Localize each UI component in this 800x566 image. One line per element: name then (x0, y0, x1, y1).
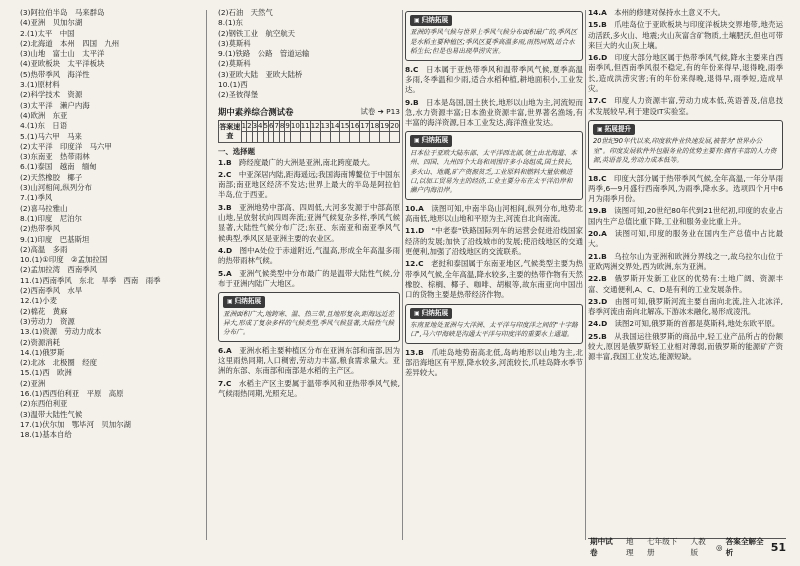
answer-line: 8.(1)东 (218, 18, 243, 28)
answer-table-cell (290, 132, 300, 143)
tip-box-1 (218, 292, 400, 342)
answer-line: (2)喜马拉雅山 (20, 203, 68, 213)
question-number: 16.D (588, 53, 608, 63)
column-divider (206, 10, 207, 540)
answer-line: (3)山河相间,纵列分布 (20, 183, 92, 193)
column-divider (585, 10, 586, 540)
answer-table-cell (370, 132, 380, 143)
answer-table-cell (390, 132, 400, 143)
answer-table-number: 14 (330, 121, 340, 130)
question-number: 15.B (588, 20, 607, 30)
answer-text: 爪哇岛地势南高北低,岛屿地形以山地为主,北部沿海地区有平原,降水较多,河流较长,爪哇岛降水季节差异较大。 (405, 347, 583, 378)
tip-box-5 (588, 120, 783, 170)
answer-text: 印度大部分地区属于热带季风气候,降水主要来自西南季风,但西南季风很不稳定,有的年份来得早,退得晚,雨季长,造成洪涝灾害;有的年份来得晚,退得早,雨季短,造成旱灾。 (588, 53, 783, 94)
answer-text: 亚洲水稻主要种植区分布在亚洲东部和南部,因为这里雨热同期,人口稠密,劳动力丰富,粮食需求量大。亚洲的东部、东南部和南部是水稻的主产区。 (218, 345, 400, 376)
tip-badge: ▣ 归纳拓展 (410, 15, 452, 26)
answer-line: (3)山地 富士山 太平洋 (20, 49, 105, 59)
answer-table-number: 4 (258, 121, 263, 130)
answer-table-number: 13 (320, 121, 330, 130)
book-icon: ▣ (414, 137, 420, 145)
answer-table-cell (330, 132, 340, 143)
question-number: 24.D (588, 319, 608, 329)
circle-icon: ◎ (716, 542, 723, 552)
answer-paragraph (218, 379, 400, 400)
answer-paragraph (218, 170, 400, 201)
answer-text: "中老泰"铁路国际列车的运营会促进沿线国家经济的发展;加快了沿线城市的发展;使沿线地区的交通更便利,加强了沿线地区的交流联系。 (405, 226, 583, 257)
answer-paragraph (588, 8, 783, 18)
answer-line: 10.(1)西 (218, 80, 248, 90)
answer-text: 图中A处位于赤道附近,气温高,形成全年高温多雨的热带雨林气候。 (218, 245, 400, 266)
answer-table-number: 16 (350, 121, 360, 130)
answer-line: 13.(1)资源 劳动力成本 (20, 327, 102, 337)
answer-line: 15.(1)西 欧洲 (20, 368, 72, 378)
answer-table-cell (360, 132, 370, 143)
section-heading: 一、选择题 (218, 147, 255, 157)
answer-paragraph (218, 203, 400, 244)
tip-badge: ▣ 归纳拓展 (223, 296, 265, 307)
answer-text: 日本属于亚热带季风和温带季风气候,夏季高温多雨,冬季温和少雨,适合水稻种植,耕地面积小,工业发达。 (405, 64, 583, 95)
question-number: 21.B (588, 251, 607, 261)
tip-badge: ▣ 归纳拓展 (410, 135, 452, 146)
question-number: 18.C (588, 173, 607, 183)
answer-line: (2)热带季风 (20, 224, 61, 234)
book-icon: ▣ (414, 17, 420, 24)
answer-paragraph (218, 158, 400, 168)
column-2 (218, 8, 400, 401)
answer-line: 6.(1)泰国 越南 缅甸 (20, 162, 97, 172)
tip-text: 亚洲的季风气候与世界上季风气候分布面积最广的,季风区是水稻主要种植区;季风区夏季高温多雨,雨热同期,适合水稻生长;但是也易出现旱涝灾害。 (410, 28, 577, 56)
answer-line: (3)莫斯科 (218, 38, 251, 48)
tip-badge: ▣ 拓展提升 (593, 124, 635, 135)
answer-text: 读图可知,20世纪80年代到21世纪初,印度的农业占国内生产总值比重下降,工业和服务业比重上升。 (588, 206, 783, 226)
answer-paragraph (588, 274, 783, 295)
answer-table-number: 8 (279, 121, 285, 130)
answer-text: 读图可知,中南半岛山河相间,纵列分布,地势北高南低,地形以山地和平原为主,河流自北向南流。 (405, 203, 583, 224)
question-number: 8.C (405, 64, 419, 74)
answer-paragraph (218, 269, 400, 290)
question-number: 6.A (218, 345, 232, 355)
answer-paragraph (405, 348, 583, 379)
answer-text: 印度大部分属于热带季风气候,全年高温,一年分旱雨两季,6—9月盛行西南季风,为雨季,降水多。选项四个月中6月为雨季月份。 (588, 173, 783, 204)
tip-text: 日本位于亚欧大陆东部、太平洋西北部,领土由北海道、本州、四国、九州四个大岛和周围许多小岛组成,国土狭长,多火山、地震,矿产资源贫乏,工业原料和燃料大量依赖进口,以加工贸易为主的经济,工业主要分布在太平洋沿岸和濑户内海沿岸。 (410, 148, 577, 195)
question-number: 20.A (588, 229, 607, 239)
answer-text: 亚洲气候类型中分布最广的是温带大陆性气候,分布于亚洲内陆广大地区。 (218, 268, 400, 288)
exam-title: 期中素养综合测试卷 (218, 106, 294, 117)
answer-paragraph (588, 229, 783, 250)
tip-badge: ▣ 归纳拓展 (410, 308, 452, 319)
column-3 (405, 8, 583, 381)
answer-paragraph (405, 98, 583, 129)
answer-line: 5.(1)马六甲 马来 (20, 131, 82, 141)
answer-line: (3)温带大陆性气候 (20, 409, 83, 419)
answer-line: (4)亚欧板块 太平洋板块 (20, 59, 105, 69)
answer-line: (3)太平洋 濑户内海 (20, 100, 90, 110)
question-number: 25.B (588, 331, 607, 341)
answer-line: (2)莫斯科 (218, 59, 251, 69)
question-number: 9.B (405, 97, 419, 107)
answer-line: 18.(1)基本自给 (20, 430, 72, 440)
question-number: 22.B (588, 274, 607, 284)
question-number: 5.A (218, 268, 232, 278)
answer-table-number: 5 (263, 121, 268, 130)
answer-quick-check-table (218, 120, 400, 143)
answer-paragraph (588, 96, 783, 117)
answer-text: 跨经度最广的大洲是亚洲,南北跨度最大。 (238, 157, 375, 167)
answer-paragraph (405, 65, 583, 96)
answer-paragraph (588, 319, 783, 329)
answer-text: 中亚深居内陆,距海遥远;我国海南博鳌位于中国东南部;南亚地区经济不发达;世界上最大的半岛是阿拉伯半岛,位于西亚。 (218, 169, 400, 200)
answer-table-cell (310, 132, 320, 143)
answer-paragraph (588, 252, 783, 273)
question-number: 11.D (405, 226, 425, 236)
answer-table-number: 11 (300, 121, 310, 130)
column-1 (20, 8, 188, 440)
book-icon: ▣ (414, 309, 420, 317)
answer-line: 10.(1)①印度 ②孟加拉国 (20, 255, 108, 265)
answer-text: 从我国运往俄罗斯的商品中,轻工业产品所占的份额较大,原因是俄罗斯轻工业相对薄弱,而俄罗斯的能源矿产资源丰富,我国工业发达,能源短缺。 (588, 331, 783, 362)
answer-paragraph (218, 346, 400, 377)
answer-line: (2)太平洋 印度洋 马六甲 (20, 141, 112, 151)
answer-text: 日本是岛国,国土狭长,地形以山地为主,河流短而急,水力资源丰富;日本渔业资源丰富,世界著名渔场,有丰富的海洋资源,日本工业发达,海洋渔业发达。 (405, 97, 583, 128)
answer-table-number: 18 (370, 121, 380, 130)
answer-line: (3)劳动力 资源 (20, 316, 75, 326)
question-number: 7.C (218, 378, 232, 388)
answer-line: 9.(1)印度 巴基斯坦 (20, 234, 90, 244)
answer-table-cell (320, 132, 330, 143)
answer-text: 老挝和泰国属于东南亚地区,气候类型主要为热带季风气候,全年高温,降水较多,主要的热带作物有天然橡胶、棕榈、椰子、咖啡、胡椒等,故东南亚向中国出口的货物主要是热带经济作物。 (405, 259, 583, 300)
answer-line: 11.(1)西南季风 东北 旱季 西南 雨季 (20, 275, 161, 285)
answer-text: 本州的修建对保持水土意义不大。 (614, 8, 726, 17)
answer-line: (2)圣彼得堡 (218, 90, 259, 100)
book-icon: ▣ (227, 298, 233, 306)
tip-text: 亚洲面积广大,地跨寒、温、热三带,且地形复杂,距海远近差异大,形成了复杂多样的气候类型,季风气候显著,大陆性气候分布广。 (223, 309, 395, 337)
answer-paragraph (588, 332, 783, 363)
answer-table-number: 19 (380, 121, 390, 130)
answer-table-number: 9 (285, 121, 290, 130)
book-icon: ▣ (597, 125, 603, 133)
answer-line: (2)科学技术 资源 (20, 90, 83, 100)
question-number: 14.A (588, 8, 607, 17)
answer-line: (2)北海道 本州 四国 九州 (20, 38, 120, 48)
tip-box-4 (405, 304, 583, 344)
answer-line: (3)亚欧大陆 亚欧大陆桥 (218, 69, 303, 79)
answer-line: (2)钢铁工业 航空航天 (218, 28, 295, 38)
footer-grade: 七年级下册 (647, 537, 678, 557)
answer-table-number: 12 (310, 121, 320, 130)
answer-line: 14.(1)俄罗斯 (20, 347, 65, 357)
answer-line: 7.(1)季风 (20, 193, 53, 203)
answer-paragraph (588, 297, 783, 318)
column-4 (588, 8, 783, 365)
answer-table-cell (350, 132, 360, 143)
answer-text: 俄罗斯开发新工业区的优势有:土地广阔、资源丰富、交通便利,A、C、D是有利的工业发展条件。 (588, 274, 783, 294)
question-number: 19.B (588, 206, 607, 216)
answer-table-row-label: 答案速查 (219, 120, 242, 142)
question-number: 4.D (218, 245, 233, 255)
answer-table-cell (300, 132, 310, 143)
footer-edition: 人教版 (690, 537, 706, 557)
question-number: 10.A (405, 203, 424, 213)
footer-tag: 期中试卷 (590, 537, 613, 557)
answer-line: (2)资源消耗 (20, 337, 61, 347)
answer-paragraph (588, 174, 783, 205)
answer-line: (3)东南亚 热带雨林 (20, 152, 90, 162)
column-divider (402, 10, 403, 540)
question-number: 12.C (405, 259, 424, 269)
question-number: 17.C (588, 96, 607, 106)
answer-table-cell (340, 132, 350, 143)
answer-line: (3)阿拉伯半岛 马来群岛 (20, 8, 105, 17)
answer-line: (2)亚洲 (20, 378, 46, 388)
answer-line: (4)欧洲 东亚 (20, 110, 68, 120)
answer-line: (2)高温 多雨 (20, 244, 68, 254)
answer-text: 读图2可知,俄罗斯的首都是莫斯科,地处东欧平原。 (614, 319, 780, 329)
answer-line: 2.(1)太平 中国 (20, 28, 75, 38)
tip-text: 东南亚地处亚洲与大洋洲、太平洋与印度洋之间的"十字路口",马六甲海峡是沟通太平洋与印度洋的重要水上通道。 (410, 320, 578, 339)
answer-line: 16.(1)西西伯利亚 平原 高原 (20, 388, 124, 398)
answer-text: 由图可知,俄罗斯河流主要自南向北流,注入北冰洋,春季河流由南向北解冻,下游冰未融化,易形成凌汛。 (588, 296, 783, 317)
answer-table-number: 15 (340, 121, 350, 130)
page-number: 51 (770, 540, 786, 554)
footer-brand: 答案全解全析 (725, 537, 764, 557)
answer-paragraph (405, 259, 583, 300)
page-footer (590, 537, 786, 557)
tip-box-3 (405, 131, 583, 199)
answer-line: (2)棉花 黄麻 (20, 306, 68, 316)
answer-text: 读图可知,印度的服务业在国内生产总值中占比最大。 (588, 229, 783, 249)
answer-line: (2)石油 天然气 (218, 8, 273, 17)
tip-box-2 (405, 11, 583, 61)
answer-paragraph (405, 204, 583, 225)
question-number: 3.B (218, 202, 232, 212)
answer-table-number: 7 (274, 121, 279, 130)
exam-page-ref: 试卷 ➔ P13 (360, 106, 400, 116)
question-number: 23.D (588, 296, 608, 306)
answer-line: 12.(1)小麦 (20, 296, 58, 306)
answer-paragraph (588, 206, 783, 227)
question-number: 2.C (218, 169, 232, 179)
answer-paragraph (218, 246, 400, 267)
answer-table-number: 10 (290, 121, 300, 130)
tip-text: 20世纪90年代以来,印度软件业快速发展,被誉为"世界办公室"。印度发展软件外包服务业的优势主要有:拥有丰富的人力资源,英语普及,劳动力成本低等。 (593, 137, 777, 165)
answer-table-number: 1 (241, 121, 247, 130)
answer-line: (2)西南季风 水旱 (20, 286, 83, 296)
answer-line: (5)热带季风 海洋性 (20, 69, 90, 79)
answer-line: (4)亚洲 贝加尔湖 (20, 18, 83, 28)
answer-table-number: 2 (247, 121, 252, 130)
answer-line: 4.(1)东 日语 (20, 121, 68, 131)
answer-table-number: 20 (390, 121, 399, 130)
answer-table-number: 17 (360, 121, 370, 130)
footer-subject: 地理 (626, 537, 634, 557)
answer-line: (2)北冰 北极圈 经度 (20, 358, 97, 368)
answer-line: 3.(1)原材料 (20, 80, 60, 90)
answer-text: 爪哇岛位于亚欧板块与印度洋板块交界地带,地壳运动活跃,多火山、地震;火山灰富含矿物质,土壤肥沃,但也可带来巨大的火山灰上壤。 (588, 20, 783, 50)
answer-paragraph (588, 20, 783, 51)
answer-text: 乌拉尔山为亚洲和欧洲分界线之一,故乌拉尔山位于亚欧两洲交界处,西为欧洲,东为亚洲。 (588, 251, 783, 271)
answer-paragraph (405, 226, 583, 257)
answer-line: 9.(1)铁路 公路 管道运输 (218, 49, 310, 59)
answer-text: 水稻主产区主要属于温带季风和亚热带季风气候,气候雨热同期,光照充足。 (218, 378, 400, 398)
answer-line: (2)孟加拉湾 西南季风 (20, 265, 97, 275)
answer-text: 亚洲地势中部高、四周低,大河多发源于中部高原山地,呈放射状向四周奔流;亚洲气候复杂多样,季风气候显著,大陆性气候分布广泛;东亚、东南亚和南亚季风气候典型,季风区是亚洲主要的农业区。 (218, 202, 400, 243)
answer-line: 8.(1)印度 尼泊尔 (20, 213, 82, 223)
answer-paragraph (588, 53, 783, 94)
answer-table-cell (380, 132, 390, 143)
question-number: 13.B (405, 347, 424, 357)
answer-table-number: 3 (252, 121, 258, 130)
answer-line: (2)东西伯利亚 (20, 399, 68, 409)
exam-title-bar (218, 107, 400, 117)
answer-line: (2)天然橡胶 椰子 (20, 172, 83, 182)
answer-line: 17.(1)伏尔加 鄂毕河 贝加尔湖 (20, 419, 131, 429)
answer-text: 印度人力资源丰富,劳动力成本低,英语普及,信息技术发展较早,利于建设IT实验室。 (588, 96, 783, 116)
answer-table-number: 6 (268, 121, 274, 130)
question-number: 1.B (218, 157, 232, 167)
